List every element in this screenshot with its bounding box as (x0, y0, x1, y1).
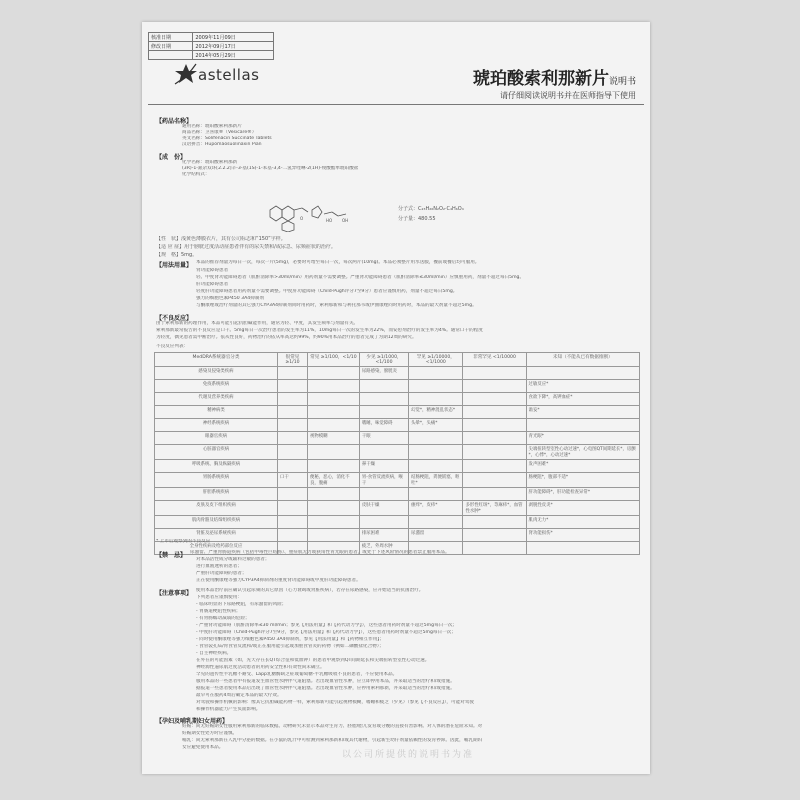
adr-frequency-cell (308, 393, 360, 406)
adr-frequency-cell (463, 367, 526, 380)
adr-frequency-cell (409, 516, 463, 529)
adr-organ-class-cell: 心脏器官疾病 (155, 445, 278, 460)
adr-table-row (155, 501, 640, 516)
adr-frequency-cell: 幻觉*，精神混乱状态* (409, 406, 463, 419)
adr-organ-class-cell: 神经系统疾病 (155, 419, 278, 432)
adr-frequency-cell: 鼻干燥 (359, 460, 408, 473)
watermark-text: 以公司所提供的说明书为准 (342, 750, 475, 760)
revision-date: 2012年09月17日 (193, 42, 274, 51)
adr-col-header: 很常见 ≥1/10 (278, 353, 308, 367)
adr-frequency-cell (409, 445, 463, 460)
composition-line: 化学结构式： (182, 172, 210, 177)
caution-line: - 中度肝功能障碍（Child-Pugh评分7至9分，参见【用法用量】和【药代动力学】），这些患者用药时剂量不超过5mg每日一次； (196, 630, 456, 635)
adr-frequency-cell (278, 367, 308, 380)
usage-notice: 请仔细阅读说明书并在医师指导下使用 (500, 91, 636, 100)
adr-line: 为轻度，偶见患者需中断治疗。依从性良好，药物治疗的依从率高达约99%，约90%用本品治疗的患者完成了为期12周的研究。 (156, 335, 417, 340)
contra-line: 进行血液透析的患者； (196, 564, 242, 569)
adr-organ-class-cell: 代谢及营养类疾病 (155, 393, 278, 406)
adr-organ-class-cell: 精神病类 (155, 406, 278, 419)
drug-name-line: 汉语拼音：Hupomaosuolinaxin Pian (182, 142, 262, 147)
caution-line: - 自主神经疾病。 (196, 651, 232, 656)
adr-frequency-cell (463, 419, 526, 432)
caution-line: 罕见的遗传性半乳糖不耐受、Lapp乳糖酶缺乏症或葡萄糖-半乳糖吸收不良的患者，不应使用本品。 (196, 672, 398, 677)
pregnancy-line: 妊娠期女性处方时应谨慎。 (182, 731, 238, 736)
adr-frequency-cell (359, 393, 408, 406)
adr-frequency-cell (409, 432, 463, 445)
adr-frequency-cell: 剥脱性皮炎* (526, 501, 639, 516)
dosage-line: 轻度肝功能障碍患者用药剂量不需要调整。中度肝功能障碍（Child-Pugh评分7至9分）患者应谨慎用药，剂量不超过每日5mg。 (196, 289, 458, 294)
adr-frequency-cell: 肠梗阻*，腹部不适* (526, 473, 639, 488)
adr-col-header: 未知（不能从已有数据推断） (526, 353, 639, 367)
adr-table-caption: 不良反应列表： (156, 344, 189, 349)
adr-frequency-cell (278, 419, 308, 432)
adr-frequency-cell (308, 445, 360, 460)
composition-heading: 【成 份】 (156, 154, 187, 161)
adr-frequency-cell: 尿潴留 (409, 529, 463, 542)
contra-line: 正在使用酮康唑等强力CYP3A4抑制剂的重度肾功能障碍或中度肝功能障碍患者。 (196, 578, 361, 583)
adr-frequency-cell (278, 393, 308, 406)
adr-frequency-cell (409, 380, 463, 393)
adr-frequency-cell: 发声困难* (526, 460, 639, 473)
adr-table-row (155, 473, 640, 488)
adr-frequency-cell: 肾功能损伤* (526, 529, 639, 542)
adr-organ-class-cell: 肾脏及泌尿系统疾病 (155, 529, 278, 542)
adr-frequency-cell (409, 460, 463, 473)
adr-frequency-cell (278, 488, 308, 501)
adr-col-header: 少见 ≥1/1000，<1/100 (359, 353, 408, 367)
caution-line: - 临床明显的下尿路梗阻，有尿潴留的风险； (196, 602, 287, 607)
adverse-reactions-table (154, 352, 640, 555)
adr-table-row (155, 460, 640, 473)
caution-line: 服用本品的一些患者中有报道发生血管性水肿伴气道阻塞。若出现血管性水肿，应立即停用本品，并采取适当的治疗和/或措施。 (196, 679, 455, 684)
adr-table-row (155, 488, 640, 501)
caution-line: 下列患者应谨慎使用： (196, 595, 242, 600)
revision-label: 修改日期 (149, 42, 193, 51)
svg-text:OH: OH (342, 218, 349, 223)
revision-date: 2009年11月09日 (193, 33, 274, 42)
adr-frequency-cell (463, 432, 526, 445)
adr-table-row (155, 367, 640, 380)
adr-frequency-cell (463, 488, 526, 501)
molecular-formula-block (398, 204, 464, 224)
contra-line: 对本品活性成分或辅料过敏的患者； (196, 557, 270, 562)
adr-frequency-cell: 干眼 (359, 432, 408, 445)
brand-logo-text: astellas (198, 66, 260, 84)
drug-title: 琥珀酸索利那新片 (472, 69, 609, 89)
adr-frequency-cell (463, 516, 526, 529)
adr-frequency-cell (409, 393, 463, 406)
adr-frequency-cell: 排尿困难 (359, 529, 408, 542)
revision-label: 核准日期 (149, 33, 193, 42)
dosage-line: 与酮康唑或治疗剂量的其它强力CYP3A4抑制剂同时用药时，索利那新和与利托那韦或伊曲康唑同时用药时，本品的最大剂量不超过5mg。 (196, 303, 477, 308)
adr-frequency-cell (308, 367, 360, 380)
contraindications-heading: 【禁 忌】 (156, 552, 187, 559)
svg-text:HO: HO (326, 218, 333, 223)
adr-frequency-cell (278, 501, 308, 516)
adr-frequency-cell (308, 406, 360, 419)
adr-frequency-cell (463, 406, 526, 419)
drug-name-line: 通用名称：琥珀酸索利那新片 (182, 124, 242, 129)
adr-frequency-cell (526, 419, 639, 432)
adr-frequency-cell: 尿路感染，膀胱炎 (359, 367, 408, 380)
adr-frequency-cell (308, 380, 360, 393)
adr-frequency-cell (278, 432, 308, 445)
title-suffix: 说明书 (608, 77, 636, 87)
adr-frequency-cell: 结肠梗阻，粪便嵌塞，呕吐* (409, 473, 463, 488)
adr-col-header: 常见 ≥1/100，<1/10 (308, 353, 360, 367)
adverse-reactions-heading: 【不良反应】 (156, 315, 193, 322)
pregnancy-line: 女应避免使用本品。 (182, 745, 224, 750)
caution-line: - 食管裂孔疝/胃食管反流和/或正在服用能引起或加重食管炎的药物（例如二磷酸盐化合物）； (196, 644, 384, 649)
adr-organ-class-cell: 胃肠系统疾病 (155, 473, 278, 488)
adr-frequency-cell: 瘙痒*，皮疹* (409, 501, 463, 516)
caution-line: - 胃肠道梗阻性疾病； (196, 609, 241, 614)
adr-frequency-cell (463, 473, 526, 488)
adr-frequency-cell (278, 460, 308, 473)
pregnancy-line: 妊娠：尚无妊娠期女性服用索利那新的临床数据。动物研究未显示本品对生育力、胚胎/胎儿发育或分娩的直接有害影响。对人体的潜在危险未知。对 (182, 724, 483, 729)
precautions-heading: 【注意事项】 (156, 590, 193, 597)
adr-frequency-cell: 肌肉无力* (526, 516, 639, 529)
adr-frequency-cell (359, 406, 408, 419)
document-title (473, 64, 636, 89)
adr-table-row (155, 419, 640, 432)
adr-frequency-cell: 皮肤干燥 (359, 501, 408, 516)
caution-line: - 严重肾功能障碍（肌酐清除率≤30 ml/min；参见【用法用量】和【药代动力学】），这些患者用药时剂量不超过5mg每日一次； (196, 623, 458, 628)
molecular-weight: 分子量：480.55 (398, 216, 436, 222)
adr-frequency-cell: 肝功能障碍*，肝功能检查异常* (526, 488, 639, 501)
adr-table-row (155, 393, 640, 406)
adr-organ-class-cell: 免疫系统疾病 (155, 380, 278, 393)
adr-organ-class-cell: 眼器官疾病 (155, 432, 278, 445)
dosage-line: 本品的推荐剂量为每日一次，每次一片(5mg)，必要时可增至每日一次，每次两片(10mg)。本品必须整片用水送服，餐前或餐后均可服用。 (196, 260, 480, 265)
adr-table-row (155, 406, 640, 419)
drug-name-line: 商品名称：卫喜康®（Vesicare®） (182, 130, 257, 135)
adr-frequency-cell: 嗜睡，味觉障碍 (359, 419, 408, 432)
adr-table-row (155, 380, 640, 393)
dosage-line: 肾功能障碍患者 (196, 268, 229, 273)
adr-line: 索利那新最常报告的不良反应是口干。5mg每日一次治疗患者的发生率为11%，10mg每日一次的发生率为22%，而安慰剂治疗的发生率为4%。通常口干的程度 (156, 328, 483, 333)
character-line: 【性 状】浅黄色薄膜衣片，其有公司标志和“150”字样。 (156, 236, 286, 242)
caution-line: 使用本品治疗前应确认引起尿频的其它原因（心力衰竭或肾脏疾病），若存在尿路感染，应开始适当的抗菌治疗。 (196, 588, 424, 593)
adr-frequency-cell: 谵妄* (526, 406, 639, 419)
adr-frequency-cell (308, 419, 360, 432)
adr-frequency-cell (278, 445, 308, 460)
adr-frequency-cell: 青光眼* (526, 432, 639, 445)
caution-line: 最早可在服药4周后确定本品的最大疗效。 (196, 693, 282, 698)
molecular-formula: 分子式：C₂₃H₂₆N₂O₂·C₄H₆O₄ (398, 206, 464, 212)
adr-frequency-cell (308, 488, 360, 501)
adr-frequency-cell: 胃-食管反流疾病，喉干 (359, 473, 408, 488)
adr-frequency-cell (359, 445, 408, 460)
revision-date: 2014年05月29日 (193, 51, 274, 60)
adr-organ-class-cell: 呼吸系统、胸及纵隔疾病 (155, 460, 278, 473)
composition-line: (3R)-1-氮杂双环[2.2.2]辛-3-基(1S)-1-苯基-3,4-二氢异喹啉-2(1H)-羧酸酯单琥珀酸盐 (182, 166, 359, 171)
header-divider (148, 104, 644, 105)
caution-line: 神经源性逼尿肌过度活动患者的用药安全性和有效性尚未确立。 (196, 665, 325, 670)
chemical-structure-image (262, 200, 352, 232)
adr-organ-class-cell: 皮肤及皮下组织疾病 (155, 501, 278, 516)
adr-frequency-cell (308, 460, 360, 473)
adr-frequency-cell (278, 516, 308, 529)
drug-name-heading: 【药品名称】 (156, 118, 193, 125)
pregnancy-line: 哺乳：尚无索利那新在人乳中分泌的数据。在小鼠的乳汁中可检测到索利那新和/或其代谢物，引起新生幼仔剂量依赖性的发育停滞。因此，哺乳期妇 (182, 738, 483, 743)
adr-frequency-cell: 口干 (278, 473, 308, 488)
caution-line: - 同时使用酮康唑等强力细胞色素P450 3A4抑制剂，参见【用法用量】和【药物相互作用】； (196, 637, 385, 642)
adr-frequency-cell: 疲乏，外周水肿 (359, 542, 408, 555)
adr-table-row (155, 445, 640, 460)
adr-organ-class-cell: 肝胆系统疾病 (155, 488, 278, 501)
adr-frequency-cell: 便秘，恶心，消化不良，腹痛 (308, 473, 360, 488)
adr-frequency-cell: 视物模糊 (308, 432, 360, 445)
adr-line: 由于索利那新的药理作用，本品可能引起抗胆碱能作用，通常为轻、中度，其发生频率与剂量有关。 (156, 321, 359, 326)
dosage-line: 肝功能障碍患者 (196, 282, 229, 287)
pregnancy-heading: 【孕妇及哺乳期妇女用药】 (156, 718, 229, 725)
adr-frequency-cell (308, 516, 360, 529)
adr-frequency-cell (359, 488, 408, 501)
adr-frequency-cell: 过敏反应* (526, 380, 639, 393)
dosage-line: 强力的细胞色素P450 3A4抑制剂 (196, 296, 264, 301)
caution-line: 对驾驶和操作机械的影响：像其它抗胆碱能药物一样，索利那新可能引起视物模糊，嗜睡和疲乏（少见）（参见【不良反应】），可能对驾驶 (196, 700, 474, 705)
adr-frequency-cell (359, 516, 408, 529)
adr-organ-class-cell: 全身性疾病及给药部位反应 (155, 542, 278, 555)
adr-frequency-cell (359, 380, 408, 393)
adr-frequency-cell (409, 488, 463, 501)
leaflet-page (142, 22, 650, 774)
adr-frequency-cell: 尖端扭转型室性心动过速*，心电图QT间期延长*，房颤*，心悸*，心动过速* (526, 445, 639, 460)
adr-organ-class-cell: 肌肉骨骼及结缔组织疾病 (155, 516, 278, 529)
adr-frequency-cell (463, 393, 526, 406)
contra-line: 严重肝功能障碍的患者； (196, 571, 247, 576)
adr-frequency-cell (526, 367, 639, 380)
adr-frequency-cell: 多形性红斑*，荨麻疹*，血管性水肿* (463, 501, 526, 516)
adr-col-header: MedDRA系统器官分类 (155, 353, 278, 367)
adr-frequency-cell (278, 406, 308, 419)
adr-frequency-cell (463, 445, 526, 460)
adr-col-header: 非常罕见 <1/10000 (463, 353, 526, 367)
adr-frequency-cell (463, 460, 526, 473)
adr-table-row (155, 516, 640, 529)
caution-line: 和操作机器能力产生负面影响。 (196, 707, 261, 712)
adr-frequency-cell: 食欲下降*，高钾血症* (526, 393, 639, 406)
spec-line: 【规 格】5mg。 (156, 252, 198, 258)
adr-table-header-row (155, 353, 640, 367)
adr-frequency-cell: 头晕*，头痛* (409, 419, 463, 432)
adr-frequency-cell (409, 367, 463, 380)
adr-organ-class-cell: 感染及侵染类疾病 (155, 367, 278, 380)
adr-table-note: * 上市后观察到的不良反应 (156, 539, 211, 544)
drug-name-line: 英文名称：Solifenacin Succinate Tablets (182, 136, 272, 141)
adr-col-header: 罕见 ≥1/10000，<1/1000 (409, 353, 463, 367)
indication-line: 【适 应 症】用于膀胱过度活动症患者伴有的尿失禁和/或尿急、尿频症状的治疗。 (156, 244, 336, 250)
adr-frequency-cell (278, 380, 308, 393)
composition-line: 化学名称：琥珀酸索利那新 (182, 160, 238, 165)
dosage-line: 轻、中度肾功能障碍患者（肌酐清除率>30ml/min）用药剂量不需要调整。严重肾功能障碍患者（肌酐清除率≤30ml/min）应慎重用药，剂量不超过每日5mg。 (196, 275, 525, 280)
adr-table-row (155, 432, 640, 445)
adr-frequency-cell (308, 501, 360, 516)
svg-text:O: O (300, 216, 304, 221)
caution-line: 在外在的可能因素（如，先天存在长QT综合征和低血钾）的患者中观察到QT间期延长和尖端扭转型室性心动过速。 (196, 658, 430, 663)
contra-line: 尿潴留、严重胃肠道疾病（包括中毒性巨结肠）、重症肌无力或狭角性青光眼的患者，或处于下述风险情况的患者禁止服用本品。 (190, 550, 450, 555)
adr-frequency-cell (463, 380, 526, 393)
dosage-heading: 【用法用量】 (156, 262, 193, 269)
caution-line: 据报道一些患者使用本品后出现了血管性水肿伴气道阻塞。若出现血管性水肿，应停用索利那新，并采取适当的治疗和/或措施。 (196, 686, 455, 691)
caution-line: - 有胃肠蠕动减弱的危险； (196, 616, 250, 621)
